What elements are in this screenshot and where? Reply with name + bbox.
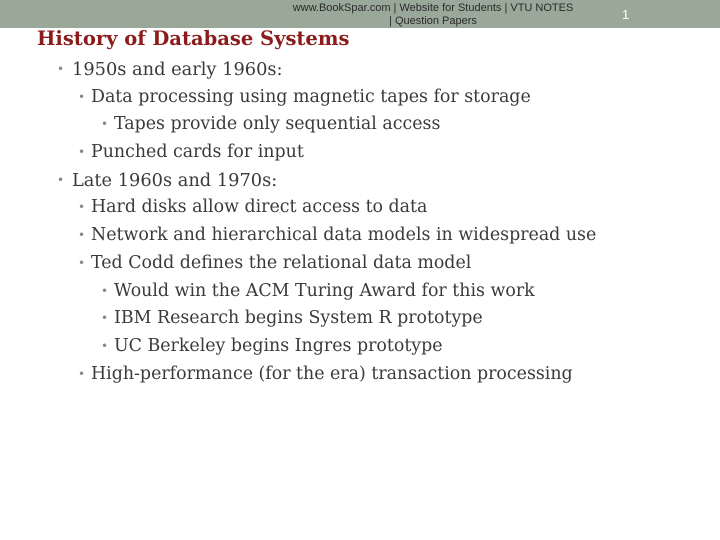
bullet-dot-icon: • [78,145,86,160]
bullet-text: IBM Research begins System R prototype [114,308,483,329]
bullet-text: 1950s and early 1960s: [72,59,283,80]
bullet-text: Punched cards for input [91,142,304,163]
bullet-dot-icon: • [101,311,109,326]
bullet-dot-icon: • [78,366,86,381]
bullet-text: Network and hierarchical data models in widespread use [91,225,597,246]
bullet-text: UC Berkeley begins Ingres prototype [114,335,443,356]
bullet-dot-icon: • [78,89,86,104]
bullet-dot-icon: • [57,62,65,76]
slide-number: 1 [622,7,630,22]
bullet-text: Data processing using magnetic tapes for storage [91,86,531,107]
bullet-text: High-performance (for the era) transaction processing [91,363,573,384]
bullet-dot-icon: • [101,117,109,132]
bullet-text: Tapes provide only sequential access [114,114,441,135]
bullet-text: Hard disks allow direct access to data [91,197,428,218]
bullet-dot-icon: • [101,283,109,298]
watermark-line-1: www.BookSpar.com | Website for Students | VTU NOTES [292,2,574,14]
watermark-line-2: | Question Papers [389,15,477,27]
bullet-text: Would win the ACM Turing Award for this work [114,280,535,301]
bullet-dot-icon: • [78,255,86,270]
bullet-dot-icon: • [57,172,65,187]
bullet-dot-icon: • [78,200,86,215]
slide-title: History of Database Systems [37,27,350,50]
bullet-text: Late 1960s and 1970s: [72,169,278,191]
bullet-text: Ted Codd defines the relational data model [91,252,472,273]
bullet-dot-icon: • [78,228,86,243]
bullet-dot-icon: • [101,338,109,353]
